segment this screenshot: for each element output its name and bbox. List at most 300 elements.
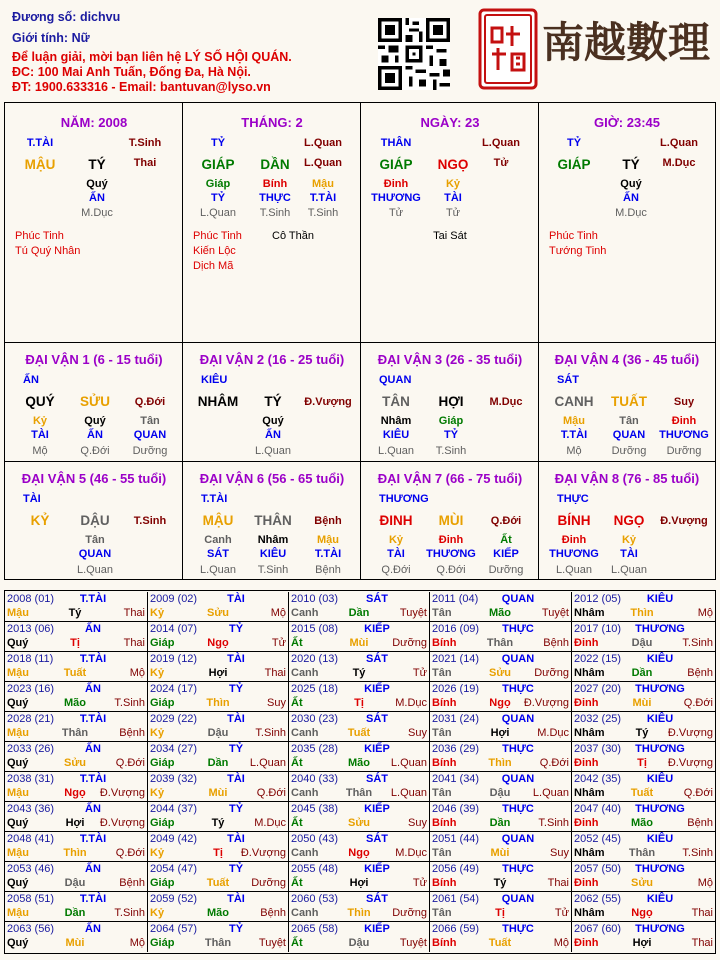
year-god: KIÊU bbox=[646, 653, 674, 665]
year-cell bbox=[430, 682, 572, 712]
hidden-god: TÀI bbox=[444, 192, 462, 204]
year-branch: Tý bbox=[352, 667, 366, 679]
year-cell bbox=[148, 772, 289, 802]
year-stem: Giáp bbox=[150, 937, 175, 949]
brand-title: 南越數理 bbox=[542, 18, 711, 67]
year-stem: Nhâm bbox=[574, 907, 605, 919]
year-stem: Giáp bbox=[150, 757, 175, 769]
year-god: SÁT bbox=[366, 833, 388, 845]
luck-hidden-stage: Mộ bbox=[32, 445, 48, 457]
year-stem: Nhâm bbox=[574, 667, 605, 679]
hidden-god: THƯƠNG bbox=[371, 192, 421, 204]
year-branch: Hợi bbox=[490, 727, 510, 739]
luck-god: THƯƠNG bbox=[379, 493, 429, 505]
year-god: KIÊU bbox=[646, 593, 674, 605]
luck-stage: Q.Đới bbox=[490, 515, 522, 527]
year-god: SÁT bbox=[366, 773, 388, 785]
year-god: SÁT bbox=[366, 653, 388, 665]
year-stage: Thai bbox=[123, 607, 145, 619]
luck-hidden-stem: Đinh bbox=[671, 415, 697, 427]
luck-hidden-stage: Mộ bbox=[566, 445, 582, 457]
branch-stage: Thai bbox=[133, 157, 157, 169]
luck-header: ĐẠI VẬN 4 (36 - 45 tuổi) bbox=[554, 352, 700, 367]
year-cell bbox=[430, 802, 572, 832]
year-label: 2045 (38) bbox=[291, 803, 339, 815]
luck-hidden-stage: T.Sinh bbox=[435, 445, 467, 457]
year-stem: Canh bbox=[291, 727, 319, 739]
year-label: 2010 (03) bbox=[291, 593, 339, 605]
year-label: 2015 (08) bbox=[291, 623, 339, 635]
year-cell bbox=[148, 652, 289, 682]
year-god: TỶ bbox=[228, 923, 244, 935]
year-branch: Thìn bbox=[488, 757, 512, 769]
hidden-stage: Tử bbox=[445, 207, 461, 219]
year-label: 2019 (12) bbox=[150, 653, 198, 665]
luck-cell bbox=[361, 462, 539, 579]
year-branch: Dậu bbox=[207, 727, 229, 739]
year-cell bbox=[430, 622, 572, 652]
year-stage: Đ.Vượng bbox=[240, 847, 286, 859]
year-label: 2050 (43) bbox=[291, 833, 339, 845]
year-god: KIẾP bbox=[364, 623, 390, 635]
year-branch: Thìn bbox=[347, 907, 371, 919]
year-stage: Suy bbox=[267, 697, 286, 709]
year-stem: Quý bbox=[7, 757, 29, 769]
year-label: 2037 (30) bbox=[574, 743, 622, 755]
year-stem: Mậu bbox=[7, 607, 29, 619]
year-branch: Tuất bbox=[63, 667, 87, 679]
year-label: 2062 (55) bbox=[574, 893, 622, 905]
year-cell bbox=[5, 772, 148, 802]
year-god: QUAN bbox=[501, 833, 535, 845]
year-branch: Mùi bbox=[490, 847, 510, 859]
year-branch: Thìn bbox=[630, 607, 654, 619]
year-stem: Kỷ bbox=[150, 847, 165, 859]
year-label: 2020 (13) bbox=[291, 653, 339, 665]
year-stage: Thai bbox=[123, 637, 145, 649]
year-god: THƯƠNG bbox=[635, 623, 685, 635]
year-stage: Mộ bbox=[129, 937, 145, 949]
year-label: 2061 (54) bbox=[432, 893, 480, 905]
year-stage: L.Quan bbox=[532, 787, 569, 799]
luck-hidden-stage: Bệnh bbox=[315, 564, 341, 576]
year-branch: Tị bbox=[70, 637, 80, 649]
year-god: KIÊU bbox=[646, 773, 674, 785]
year-branch: Tý bbox=[211, 817, 225, 829]
year-branch: Mão bbox=[631, 817, 653, 829]
year-label: 2043 (36) bbox=[7, 803, 55, 815]
year-god: THỰC bbox=[502, 803, 534, 815]
year-stem: Canh bbox=[291, 907, 319, 919]
year-branch: Dần bbox=[489, 817, 511, 829]
year-cell bbox=[430, 772, 572, 802]
year-label: 2054 (47) bbox=[150, 863, 198, 875]
year-stage: Đ.Vượng bbox=[99, 787, 145, 799]
year-god: TÀI bbox=[227, 653, 245, 665]
year-branch: Sửu bbox=[63, 757, 87, 769]
year-cell bbox=[5, 832, 148, 862]
branch-stage: L.Quan bbox=[304, 157, 342, 169]
luck-stage: M.Dục bbox=[489, 396, 523, 408]
year-branch: Mão bbox=[489, 607, 511, 619]
year-stage: Đ.Vượng bbox=[667, 727, 713, 739]
year-branch: Tuất bbox=[347, 727, 371, 739]
year-stage: Đ.Vượng bbox=[523, 697, 569, 709]
luck-stem: CANH bbox=[554, 394, 594, 409]
year-god: T.TÀI bbox=[79, 653, 107, 665]
luck-branch: DẬU bbox=[80, 513, 110, 528]
year-stage: Mộ bbox=[129, 667, 145, 679]
year-branch: Tị bbox=[637, 757, 647, 769]
luck-hidden-stage: Q.Đới bbox=[381, 564, 411, 576]
luck-hidden-stage: T.Sinh bbox=[257, 564, 289, 576]
year-cell bbox=[572, 592, 715, 622]
year-stem: Giáp bbox=[150, 877, 175, 889]
luck-hidden-god: ẤN bbox=[87, 429, 103, 441]
year-branch: Thìn bbox=[63, 847, 87, 859]
year-stage: Đ.Vượng bbox=[667, 757, 713, 769]
luck-hidden-god: QUAN bbox=[612, 429, 646, 441]
luck-hidden-stem: Mậu bbox=[563, 415, 585, 427]
luck-hidden-god: T.TÀI bbox=[560, 429, 588, 441]
year-label: 2047 (40) bbox=[574, 803, 622, 815]
luck-header: ĐẠI VẬN 8 (76 - 85 tuổi) bbox=[554, 471, 700, 486]
year-god: SÁT bbox=[366, 593, 388, 605]
year-label: 2018 (11) bbox=[7, 653, 54, 665]
luck-hidden-stem: Quý bbox=[84, 415, 106, 427]
year-stem: Kỷ bbox=[150, 727, 165, 739]
heavenly-stem: GIÁP bbox=[557, 157, 591, 172]
luck-stage: Đ.Vượng bbox=[660, 515, 708, 527]
year-cell bbox=[5, 862, 148, 892]
pillar-top-god: T.TÀI bbox=[26, 137, 54, 149]
year-stem: Bính bbox=[432, 937, 457, 949]
year-cell bbox=[289, 832, 430, 862]
year-branch: Tị bbox=[354, 697, 364, 709]
year-god: TỶ bbox=[228, 743, 244, 755]
year-stem: Quý bbox=[7, 937, 29, 949]
year-label: 2041 (34) bbox=[432, 773, 480, 785]
year-god: QUAN bbox=[501, 773, 535, 785]
hidden-stage: T.Sinh bbox=[307, 207, 339, 219]
star-label-mid: Cô Thần bbox=[272, 230, 314, 242]
pillar-cell bbox=[5, 103, 183, 343]
year-stem: Canh bbox=[291, 787, 319, 799]
year-god: THỰC bbox=[502, 623, 534, 635]
year-cell bbox=[572, 832, 715, 862]
year-god: THƯƠNG bbox=[635, 863, 685, 875]
year-label: 2022 (15) bbox=[574, 653, 622, 665]
year-label: 2025 (18) bbox=[291, 683, 339, 695]
hidden-god: T.TÀI bbox=[309, 192, 337, 204]
year-branch: Dậu bbox=[489, 787, 511, 799]
year-cell bbox=[148, 712, 289, 742]
luck-header: ĐẠI VẬN 7 (66 - 75 tuổi) bbox=[377, 471, 523, 486]
year-stage: Bệnh bbox=[119, 727, 145, 739]
luck-hidden-stem: Kỷ bbox=[32, 415, 48, 427]
year-cell bbox=[430, 592, 572, 622]
year-stage: Q.Đới bbox=[683, 787, 713, 799]
year-label: 2065 (58) bbox=[291, 923, 339, 935]
luck-stage: Đ.Vượng bbox=[304, 396, 352, 408]
year-label: 2060 (53) bbox=[291, 893, 339, 905]
year-stage: L.Quan bbox=[249, 757, 286, 769]
hidden-stem: Kỷ bbox=[445, 178, 461, 190]
year-label: 2026 (19) bbox=[432, 683, 480, 695]
year-cell bbox=[148, 682, 289, 712]
year-stage: Tuyệt bbox=[258, 937, 286, 949]
year-label: 2058 (51) bbox=[7, 893, 55, 905]
year-god: TÀI bbox=[227, 773, 245, 785]
star-label: Phúc Tinh bbox=[15, 230, 64, 242]
year-stem: Mậu bbox=[7, 727, 29, 739]
year-stem: Nhâm bbox=[574, 787, 605, 799]
year-cell bbox=[572, 922, 715, 952]
luck-hidden-stage: Dưỡng bbox=[488, 564, 524, 576]
luck-hidden-god: KIÊU bbox=[259, 548, 287, 560]
year-cell bbox=[5, 712, 148, 742]
year-label: 2038 (31) bbox=[7, 773, 55, 785]
year-god: TÀI bbox=[227, 593, 245, 605]
year-cell bbox=[289, 712, 430, 742]
year-god: T.TÀI bbox=[79, 713, 107, 725]
year-stem: Giáp bbox=[150, 697, 175, 709]
luck-hidden-god: TỶ bbox=[443, 429, 459, 441]
year-stem: Nhâm bbox=[574, 847, 605, 859]
year-stage: Tử bbox=[412, 667, 427, 679]
heavenly-stem: GIÁP bbox=[379, 157, 413, 172]
earthly-branch: NGỌ bbox=[437, 157, 469, 172]
year-god: TỶ bbox=[228, 803, 244, 815]
year-stem: Quý bbox=[7, 817, 29, 829]
year-stage: Tử bbox=[412, 877, 427, 889]
year-stem: Đinh bbox=[574, 637, 599, 649]
hidden-stem: Quý bbox=[620, 178, 642, 190]
header bbox=[0, 0, 720, 100]
year-cell bbox=[289, 592, 430, 622]
year-god: ẤN bbox=[85, 923, 101, 935]
luck-hidden-stage: L.Quan bbox=[555, 564, 593, 576]
gender-value: Nữ bbox=[71, 31, 90, 45]
year-stem: Mậu bbox=[7, 787, 29, 799]
luck-hidden-stage: L.Quan bbox=[610, 564, 648, 576]
year-cell bbox=[572, 892, 715, 922]
year-stem: Tân bbox=[432, 847, 452, 859]
year-stage: Tuyệt bbox=[399, 607, 427, 619]
luck-header: ĐẠI VẬN 5 (46 - 55 tuổi) bbox=[21, 471, 167, 486]
year-stem: Bính bbox=[432, 697, 457, 709]
luck-cell bbox=[361, 343, 539, 462]
year-god: T.TÀI bbox=[79, 773, 107, 785]
luck-hidden-stage: Q.Đới bbox=[436, 564, 466, 576]
year-god: TỶ bbox=[228, 863, 244, 875]
year-stem: Đinh bbox=[574, 937, 599, 949]
year-stem: Kỷ bbox=[150, 787, 165, 799]
star-label: Tú Quý Nhân bbox=[15, 245, 81, 257]
year-branch: Ngọ bbox=[631, 907, 653, 919]
branch-stage: Tử bbox=[493, 157, 509, 169]
year-branch: Mùi bbox=[208, 787, 228, 799]
year-stem: Mậu bbox=[7, 907, 29, 919]
year-cell bbox=[572, 742, 715, 772]
luck-hidden-stem: Nhâm bbox=[380, 415, 412, 427]
pillar-top-stage: T.Sinh bbox=[128, 137, 162, 149]
year-god: KIẾP bbox=[364, 683, 390, 695]
luck-cell bbox=[5, 343, 183, 462]
year-label: 2064 (57) bbox=[150, 923, 198, 935]
pillar-header: GIỜ: 23:45 bbox=[593, 115, 661, 130]
luck-cell bbox=[539, 462, 715, 579]
year-branch: Sửu bbox=[347, 817, 371, 829]
year-branch: Mão bbox=[64, 697, 86, 709]
year-stem: Nhâm bbox=[574, 727, 605, 739]
year-branch: Ngọ bbox=[207, 637, 229, 649]
year-label: 2027 (20) bbox=[574, 683, 622, 695]
year-god: T.TÀI bbox=[79, 833, 107, 845]
pillar-top-god: THÂN bbox=[380, 137, 412, 149]
pillar-top-god: TỶ bbox=[210, 137, 226, 149]
year-branch: Ngọ bbox=[64, 787, 86, 799]
year-stem: Đinh bbox=[574, 817, 599, 829]
luck-hidden-stage: L.Quan bbox=[199, 564, 237, 576]
contact-line: Để luận giải, mời bạn liên hệ LÝ SỐ HỘI QUÁN. bbox=[12, 50, 292, 64]
year-stem: Đinh bbox=[574, 757, 599, 769]
year-god: ẤN bbox=[85, 743, 101, 755]
year-stage: Tử bbox=[271, 637, 286, 649]
year-cell bbox=[430, 832, 572, 862]
year-stem: Đinh bbox=[574, 877, 599, 889]
year-god: SÁT bbox=[366, 893, 388, 905]
year-cell bbox=[289, 922, 430, 952]
year-stage: Mộ bbox=[553, 937, 569, 949]
luck-hidden-stem: Kỷ bbox=[388, 534, 404, 546]
luck-cell bbox=[539, 343, 715, 462]
year-stage: Mộ bbox=[697, 607, 713, 619]
year-branch: Sửu bbox=[206, 607, 230, 619]
year-label: 2033 (26) bbox=[7, 743, 55, 755]
pillar-cell bbox=[539, 103, 715, 343]
year-label: 2040 (33) bbox=[291, 773, 339, 785]
year-god: THƯƠNG bbox=[635, 923, 685, 935]
luck-branch: TÝ bbox=[264, 394, 282, 409]
year-branch: Hợi bbox=[349, 877, 369, 889]
star-label: Kiến Lộc bbox=[193, 245, 236, 257]
year-stage: Q.Đới bbox=[539, 757, 569, 769]
year-branch: Tý bbox=[635, 727, 649, 739]
luck-header: ĐẠI VẬN 2 (16 - 25 tuổi) bbox=[199, 352, 345, 367]
year-cell bbox=[289, 892, 430, 922]
year-stage: Q.Đới bbox=[256, 787, 286, 799]
luck-hidden-god: ẤN bbox=[265, 429, 281, 441]
luck-hidden-god: TÀI bbox=[620, 548, 638, 560]
star-label: Phúc Tinh bbox=[549, 230, 598, 242]
year-stage: Thai bbox=[547, 877, 569, 889]
year-stage: T.Sinh bbox=[255, 727, 286, 739]
year-stage: T.Sinh bbox=[114, 907, 145, 919]
luck-hidden-stem: Tân bbox=[140, 415, 160, 427]
year-branch: Tý bbox=[68, 607, 82, 619]
year-label: 2032 (25) bbox=[574, 713, 622, 725]
earthly-branch: TÝ bbox=[622, 157, 640, 172]
year-stem: Ất bbox=[291, 697, 303, 709]
year-cell bbox=[572, 712, 715, 742]
year-branch: Mùi bbox=[632, 697, 652, 709]
luck-stem: NHÂM bbox=[197, 394, 239, 409]
year-branch: Mùi bbox=[349, 637, 369, 649]
hidden-god: ẤN bbox=[89, 192, 105, 204]
year-stage: Mộ bbox=[697, 877, 713, 889]
year-god: THỰC bbox=[502, 923, 534, 935]
year-stem: Bính bbox=[432, 757, 457, 769]
year-stem: Mậu bbox=[7, 667, 29, 679]
luck-god: T.TÀI bbox=[201, 493, 228, 505]
name-line bbox=[12, 10, 120, 24]
year-branch: Dần bbox=[207, 757, 229, 769]
year-stage: Đ.Vượng bbox=[99, 817, 145, 829]
year-stage: Bệnh bbox=[687, 667, 713, 679]
pillar-top-stage: L.Quan bbox=[482, 137, 520, 149]
luck-hidden-stem: Canh bbox=[204, 534, 232, 546]
year-stem: Quý bbox=[7, 877, 29, 889]
luck-hidden-stem: Mậu bbox=[317, 534, 339, 546]
year-cell bbox=[572, 622, 715, 652]
hidden-stage: M.Dục bbox=[81, 207, 113, 219]
year-god: QUAN bbox=[501, 653, 535, 665]
address-line: ĐC: 100 Mai Anh Tuấn, Đống Đa, Hà Nội. bbox=[12, 65, 251, 79]
year-branch: Ngọ bbox=[489, 697, 511, 709]
luck-hidden-stage: Dưỡng bbox=[666, 445, 702, 457]
year-stem: Kỷ bbox=[150, 607, 165, 619]
year-cell bbox=[5, 622, 148, 652]
luck-header: ĐẠI VẬN 1 (6 - 15 tuổi) bbox=[25, 352, 163, 367]
year-branch: Dậu bbox=[64, 877, 86, 889]
gender-line bbox=[12, 31, 90, 45]
phone-line: ĐT: 1900.633316 - Email: bantuvan@lyso.vn bbox=[12, 80, 271, 94]
year-label: 2039 (32) bbox=[150, 773, 198, 785]
year-cell bbox=[572, 772, 715, 802]
luck-header: ĐẠI VẬN 3 (26 - 35 tuổi) bbox=[377, 352, 523, 367]
luck-branch: MÙI bbox=[438, 513, 464, 528]
year-label: 2031 (24) bbox=[432, 713, 480, 725]
gender-label: Giới tính: bbox=[12, 31, 69, 45]
year-label: 2009 (02) bbox=[150, 593, 198, 605]
year-stage: Bệnh bbox=[260, 907, 286, 919]
year-stem: Ất bbox=[291, 937, 303, 949]
year-god: TÀI bbox=[227, 833, 245, 845]
luck-hidden-god: THƯƠNG bbox=[549, 548, 599, 560]
year-label: 2053 (46) bbox=[7, 863, 55, 875]
year-god: KIẾP bbox=[364, 743, 390, 755]
hidden-stage: Tử bbox=[388, 207, 404, 219]
year-branch: Mão bbox=[348, 757, 370, 769]
luck-stage: Bệnh bbox=[314, 515, 342, 527]
pillar-top-stage: L.Quan bbox=[304, 137, 342, 149]
year-cell bbox=[289, 682, 430, 712]
year-branch: Hợi bbox=[632, 937, 652, 949]
year-stage: Tuyệt bbox=[399, 937, 427, 949]
luck-hidden-god: TÀI bbox=[387, 548, 405, 560]
hidden-stem: Quý bbox=[86, 178, 108, 190]
heavenly-stem: GIÁP bbox=[201, 157, 235, 172]
hidden-stem: Giáp bbox=[205, 178, 231, 190]
year-cell bbox=[289, 802, 430, 832]
year-stem: Kỷ bbox=[150, 667, 165, 679]
star-label: Dịch Mã bbox=[193, 260, 234, 272]
luck-hidden-god: KIÊU bbox=[382, 429, 410, 441]
luck-hidden-stem: Đinh bbox=[561, 534, 587, 546]
year-stage: Tuyệt bbox=[541, 607, 569, 619]
year-branch: Tuất bbox=[488, 937, 512, 949]
